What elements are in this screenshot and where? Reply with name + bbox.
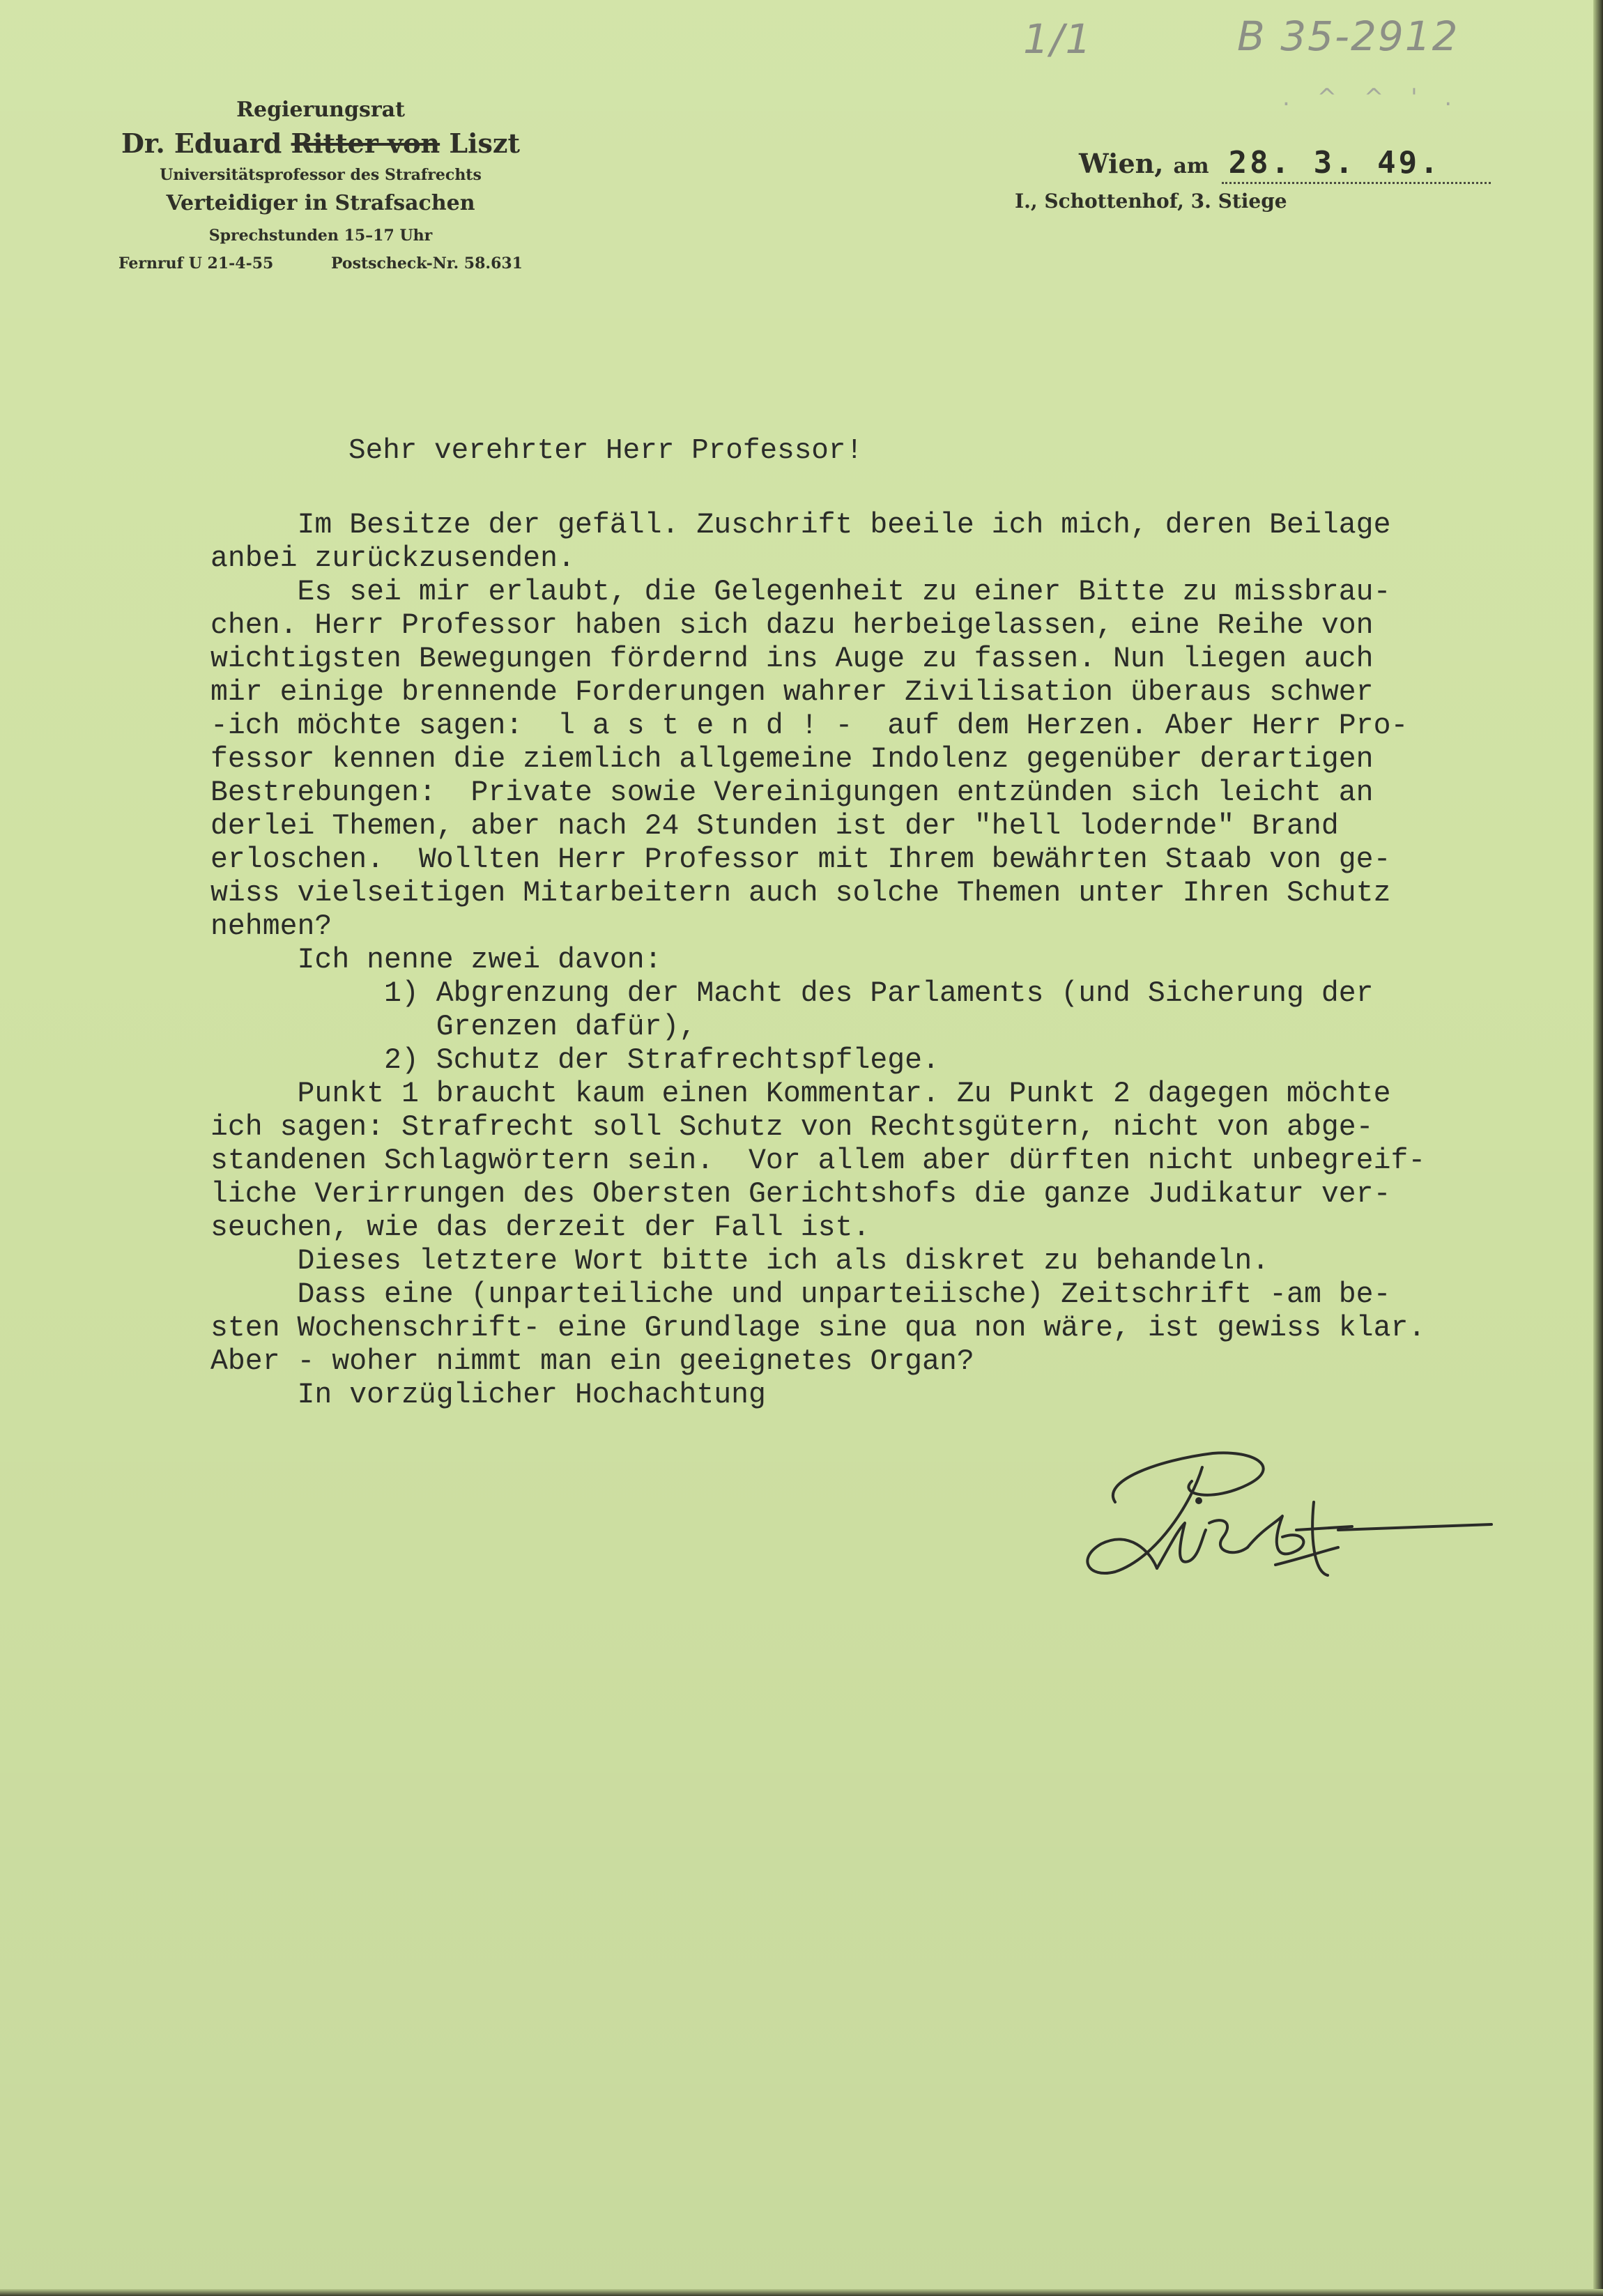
letterhead-name (112, 128, 530, 159)
name-struck: Ritter von (291, 128, 440, 159)
paper-edge-bottom (0, 2289, 1603, 2296)
name-suffix: Liszt (449, 128, 521, 159)
letter-line: In vorzüglicher Hochachtung (210, 1379, 766, 1411)
letterhead-defender: Verteidiger in Strafsachen (166, 191, 475, 215)
letterhead (112, 98, 530, 273)
letter-date: 28. 3. 49. (1222, 145, 1491, 184)
salutation: Sehr verehrter Herr Professor! (348, 435, 864, 467)
letter-line: Bestrebungen: Private sowie Vereinigungen entzünden sich leicht an (210, 776, 1374, 809)
letterhead-postal: Postscheck-Nr. 58.631 (330, 254, 523, 273)
letter-body (210, 509, 1577, 1412)
letter-line: derlei Themen, aber nach 24 Stunden ist der "hell lodernde" Brand (210, 810, 1339, 843)
letter-line: seuchen, wie das derzeit der Fall ist. (210, 1211, 870, 1244)
letter-line: standenen Schlagwörtern sein. Vor allem aber dürften nicht unbegreif- (210, 1145, 1426, 1177)
place-city: Wien, (1079, 148, 1164, 179)
letter-line: sten Wochenschrift- eine Grundlage sine qua non wäre, ist gewiss klar. (210, 1312, 1426, 1345)
letter-line: Ich nenne zwei davon: (210, 944, 662, 977)
letter-line: anbei zurückzusenden. (210, 542, 575, 575)
archive-mark-right: B 35-2912 (1237, 13, 1459, 60)
letter-line: nehmen? (210, 910, 332, 943)
letter-line: 2) Schutz der Strafrechtspflege. (210, 1044, 939, 1077)
name-prefix: Dr. Eduard (121, 128, 282, 159)
place-am: am (1173, 154, 1209, 178)
letter-line: Punkt 1 braucht kaum einen Kommentar. Zu Punkt 2 dagegen möchte (210, 1078, 1391, 1110)
letterhead-hours: Sprechstunden 15–17 Uhr (208, 227, 433, 245)
letter-line: Dass eine (unparteiliche und unparteiische) Zeitschrift -am be- (210, 1278, 1391, 1311)
letterhead-phone: Fernruf U 21-4-55 (118, 254, 274, 273)
letter-line: liche Verirrungen des Obersten Gerichtshofs die ganze Judikatur ver- (210, 1178, 1391, 1211)
letter-line: ich sagen: Strafrecht soll Schutz von Rechtsgütern, nicht von abge- (210, 1111, 1374, 1144)
letter-line: Grenzen dafür), (210, 1011, 697, 1043)
letter-line: wichtigsten Bewegungen fördernd ins Auge zu fassen. Nun liegen auch (210, 643, 1374, 675)
letter-line: Dieses letztere Wort bitte ich als diskret zu behandeln. (210, 1245, 1270, 1278)
letter-line: wiss vielseitigen Mitarbeitern auch solche Themen unter Ihren Schutz (210, 877, 1391, 910)
letter-line: Es sei mir erlaubt, die Gelegenheit zu einer Bitte zu missbrau- (210, 576, 1391, 609)
place-date-block (1015, 145, 1497, 213)
archive-mark-left: 1/1 (1023, 15, 1093, 63)
handwritten-signature (1073, 1418, 1505, 1607)
letter-line: mir einige brennende Forderungen wahrer Zivilisation überaus schwer (210, 676, 1374, 709)
letter-line: Im Besitze der gefäll. Zuschrift beeile ich mich, deren Beilage (210, 509, 1391, 542)
place-line (1079, 145, 1497, 184)
letter-line: chen. Herr Professor haben sich dazu herbeigelassen, eine Reihe von (210, 609, 1374, 642)
letterhead-contacts (112, 254, 530, 273)
letterhead-profession: Universitätsprofessor des Strafrechts (160, 166, 482, 184)
place-address: I., Schottenhof, 3. Stiege (1015, 190, 1287, 213)
paper-edge-right (1593, 0, 1603, 2296)
letter-line: fessor kennen die ziemlich allgemeine Indolenz gegenüber derartigen (210, 743, 1374, 776)
letter-line: Aber - woher nimmt man ein geeignetes Organ? (210, 1345, 974, 1378)
letter-line: 1) Abgrenzung der Macht des Parlaments (und Sicherung der (210, 977, 1374, 1010)
faint-pencil-mark: . ^ ^ ' . (1282, 84, 1462, 112)
letterhead-title: Regierungsrat (236, 98, 405, 122)
letter-line: erloschen. Wollten Herr Professor mit Ihrem bewährten Staab von ge- (210, 843, 1391, 876)
letter-line: -ich möchte sagen: l a s t e n d ! - auf dem Herzen. Aber Herr Pro- (210, 710, 1409, 742)
